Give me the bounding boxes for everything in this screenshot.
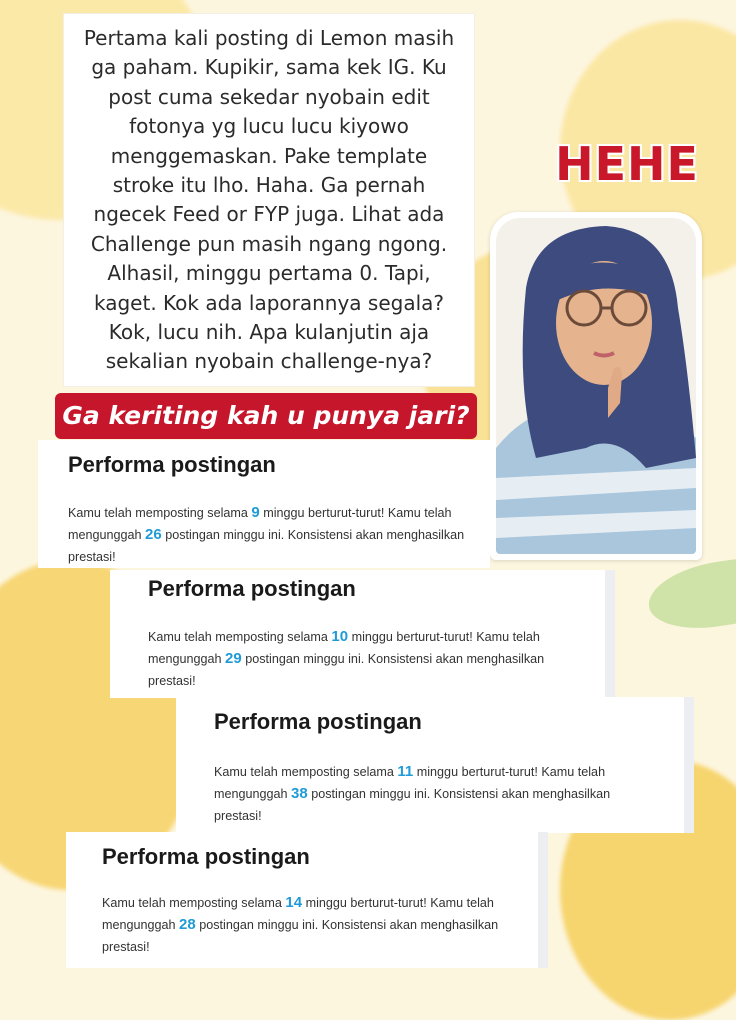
card-text: postingan minggu ini. Konsistensi akan menghasilkan prestasi! xyxy=(214,787,611,823)
card-edge-shade xyxy=(684,697,694,833)
weeks-count: 11 xyxy=(397,763,414,780)
card-body xyxy=(214,761,644,827)
red-caption-banner: Ga keriting kah u punya jari? xyxy=(55,393,477,439)
story-text xyxy=(64,14,474,377)
weeks-count: 14 xyxy=(285,894,303,911)
card-body xyxy=(68,502,488,568)
card-edge-shade xyxy=(538,832,548,968)
card-text: minggu berturut-turut! Kamu telah mengunggah xyxy=(102,896,494,932)
card-text: minggu berturut-turut! Kamu telah mengunggah xyxy=(68,506,452,542)
card-text: postingan minggu ini. Konsistensi akan menghasilkan prestasi! xyxy=(68,528,465,564)
story-line: Pertama kali posting di Lemon masih xyxy=(83,26,455,50)
weeks-count: 9 xyxy=(251,504,260,521)
performance-card xyxy=(66,832,548,968)
story-line: stroke itu lho. Haha. Ga pernah xyxy=(112,173,426,198)
story-line: Alhasil, minggu pertama 0. Tapi, xyxy=(107,261,431,286)
card-title: Performa postingan xyxy=(68,452,276,477)
posts-count: 26 xyxy=(145,526,162,543)
story-line: fotonya yg lucu lucu kiyowo xyxy=(129,114,409,139)
story-line: Kok, lucu nih. Apa kulanjutin aja xyxy=(108,320,430,345)
card-edge-shade xyxy=(605,570,615,698)
card-text: minggu berturut-turut! Kamu telah mengunggah xyxy=(214,765,606,801)
card-title: Performa postingan xyxy=(102,844,310,869)
card-body xyxy=(102,892,512,958)
person-photo-sticker xyxy=(490,212,702,560)
story-line: menggemaskan. Pake template xyxy=(110,143,428,168)
card-text: postingan minggu ini. Konsistensi akan menghasilkan prestasi! xyxy=(102,918,499,954)
card-title: Performa postingan xyxy=(214,709,422,734)
posts-count: 28 xyxy=(179,916,196,933)
card-text: postingan minggu ini. Konsistensi akan menghasilkan prestasi! xyxy=(148,652,545,688)
card-text: Kamu telah memposting selama xyxy=(148,630,332,644)
card-text: Kamu telah memposting selama xyxy=(102,896,286,910)
card-text: Kamu telah memposting selama xyxy=(68,506,252,520)
card-text: Kamu telah memposting selama xyxy=(214,765,398,779)
story-text-card xyxy=(64,14,474,386)
story-line: Challenge pun masih ngang ngong. xyxy=(90,231,448,256)
person-photo xyxy=(496,218,696,554)
story-line: sekalian nyobain challenge-nya? xyxy=(105,349,433,374)
story-line: ngecek Feed or FYP juga. Lihat ada xyxy=(93,202,445,227)
card-title: Performa postingan xyxy=(148,576,356,601)
card-text: minggu berturut-turut! Kamu telah mengunggah xyxy=(148,630,540,666)
performance-card xyxy=(38,440,490,568)
performance-card xyxy=(176,697,694,833)
posts-count: 38 xyxy=(291,785,308,802)
story-line: post cuma sekedar nyobain edit xyxy=(108,84,430,109)
story-line: ga paham. Kupikir, sama kek IG. Ku xyxy=(91,55,447,80)
hehe-sticker: HEHE xyxy=(555,137,699,191)
performance-card xyxy=(110,570,615,698)
story-line: kaget. Kok ada laporannya segala? xyxy=(93,290,445,315)
posts-count: 29 xyxy=(225,650,242,667)
card-body xyxy=(148,626,568,692)
weeks-count: 10 xyxy=(331,628,349,645)
green-brush-decoration xyxy=(644,553,736,636)
